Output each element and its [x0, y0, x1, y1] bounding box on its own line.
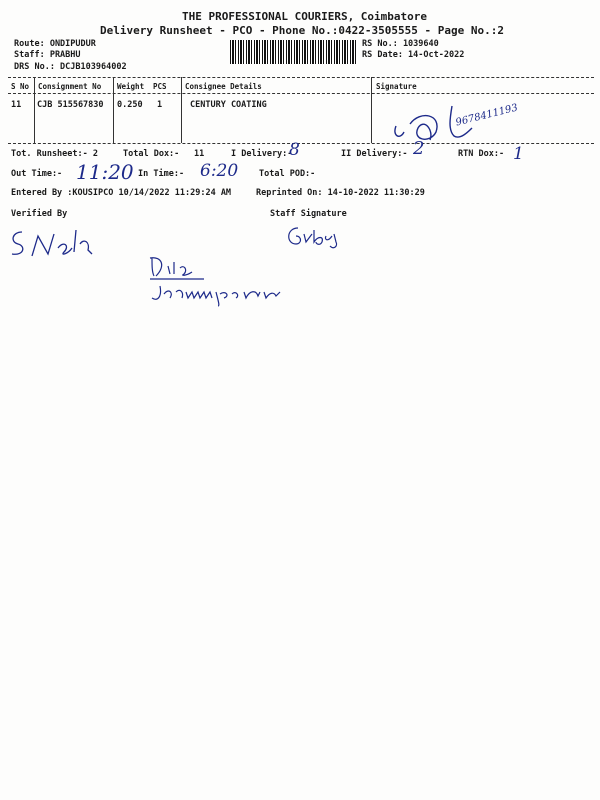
- column-header-consignment: Consignment No: [38, 82, 102, 91]
- staff-signature-label: Staff Signature: [270, 209, 347, 219]
- handwritten-name-signature: [140, 252, 300, 311]
- verified-signature: [8, 222, 108, 266]
- column-header-weight: Weight: [117, 82, 145, 91]
- table-divider: [34, 77, 35, 143]
- staff-signature: [284, 222, 344, 256]
- column-header-pcs: PCS: [153, 82, 167, 91]
- signature-phone: 9678411193: [454, 102, 520, 129]
- i-delivery-label: I Delivery:-: [231, 149, 293, 159]
- out-time-label: Out Time:-: [11, 169, 63, 179]
- table-divider: [371, 77, 372, 143]
- table-divider: [113, 77, 114, 143]
- in-time-label: In Time:-: [138, 169, 185, 179]
- tot-runsheet: Tot. Runsheet:- 2: [11, 149, 98, 159]
- row-consignee: CENTURY COATING: [190, 100, 267, 110]
- barcode-image: [230, 40, 358, 64]
- rtn-dox-label: RTN Dox:-: [458, 149, 505, 159]
- row-sno: 11: [11, 100, 22, 110]
- verified-by-label: Verified By: [11, 209, 68, 219]
- company-title: THE PROFESSIONAL COURIERS, Coimbatore: [182, 10, 428, 23]
- row-weight: 0.250: [117, 100, 143, 110]
- i-delivery-value: 8: [289, 140, 300, 160]
- in-time-value: 6:20: [200, 161, 239, 181]
- total-dox-label: Total Dox:-: [123, 149, 180, 159]
- drs-number: DRS No.: DCJB103964002: [14, 62, 127, 72]
- rtn-dox-value: 1: [513, 144, 524, 164]
- route-text: Route: ONDIPUDUR: [14, 39, 96, 49]
- table-header-rule: [8, 93, 594, 94]
- rs-number: RS No.: 1039640: [362, 39, 439, 49]
- total-pod-label: Total POD:-: [259, 169, 316, 179]
- row-consignment-no: CJB 515567830: [37, 100, 104, 110]
- reprinted-on: Reprinted On: 14-10-2022 11:30:29: [256, 188, 425, 198]
- staff-text: Staff: PRABHU: [14, 50, 81, 60]
- table-top-rule: [8, 77, 594, 78]
- column-header-consignee: Consignee Details: [185, 82, 262, 91]
- column-header-sno: S No: [11, 82, 30, 91]
- table-divider: [181, 77, 182, 143]
- runsheet-title: Delivery Runsheet - PCO - Phone No.:0422-3505555 - Page No.:2: [100, 24, 504, 37]
- ii-delivery-label: II Delivery:-: [341, 149, 408, 159]
- entered-by: Entered By :KOUSIPCO 10/14/2022 11:29:24 AM: [11, 188, 232, 198]
- column-header-signature: Signature: [376, 82, 417, 91]
- rs-date: RS Date: 14-Oct-2022: [362, 50, 465, 60]
- row-pcs: 1: [157, 100, 163, 110]
- total-dox-value: 11: [194, 149, 205, 159]
- ii-delivery-value: 2: [413, 138, 425, 159]
- out-time-value: 11:20: [76, 160, 134, 184]
